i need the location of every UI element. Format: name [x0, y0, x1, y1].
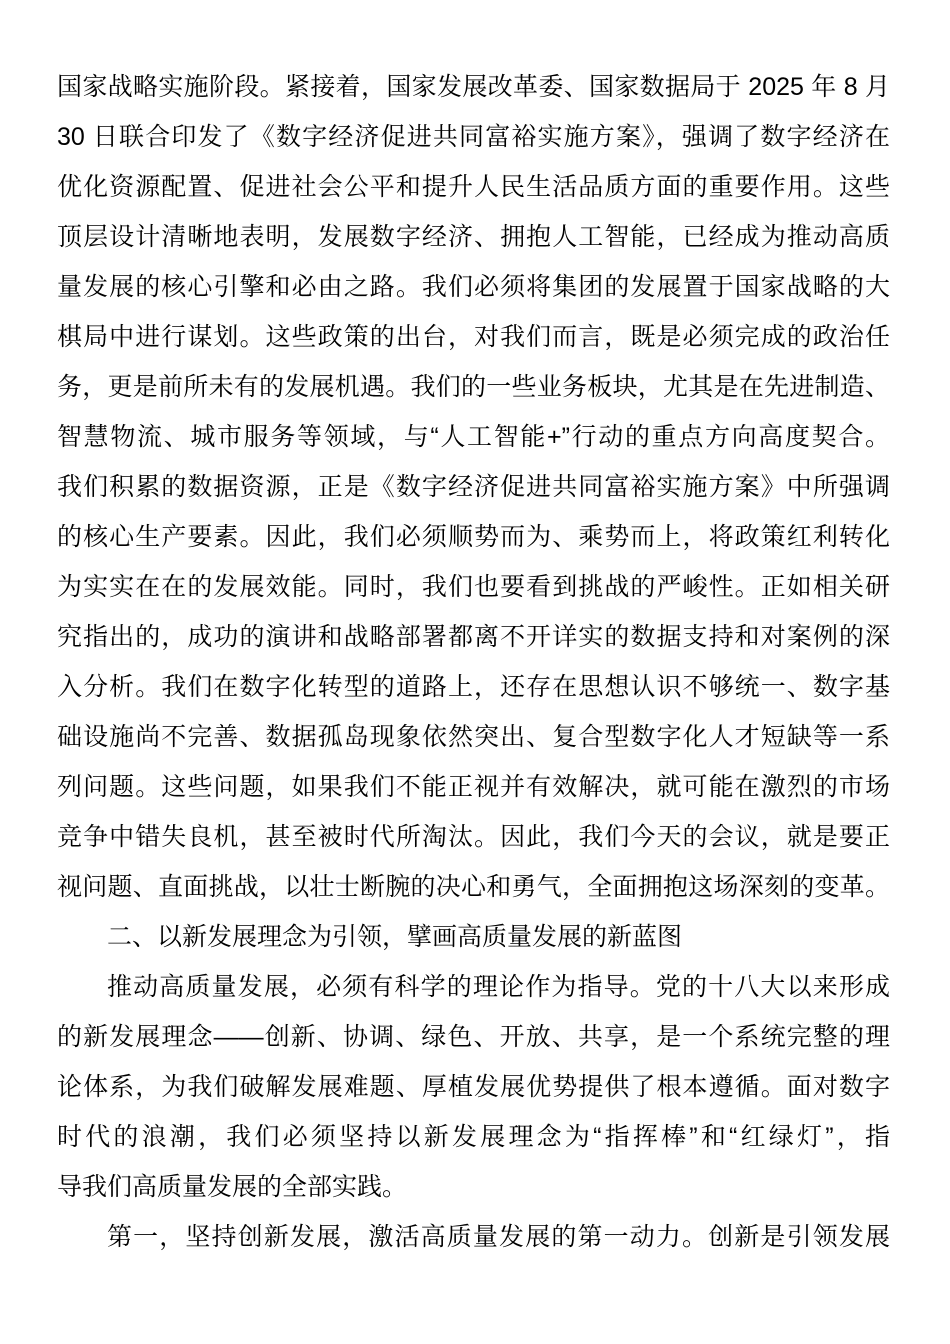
- document-line: 国家战略实施阶段。紧接着，国家发展改革委、国家数据局于 2025 年 8 月: [57, 73, 890, 101]
- section-heading: 二、以新发展理念为引领，擘画高质量发展的新蓝图: [107, 923, 683, 951]
- document-line: 智慧物流、城市服务等领域，与“人工智能+”行动的重点方向高度契合。: [57, 423, 890, 451]
- document-line: 列问题。这些问题，如果我们不能正视并有效解决，就可能在激烈的市场: [57, 773, 890, 801]
- document-line: 导我们高质量发展的全部实践。: [57, 1173, 408, 1201]
- document-line: 究指出的，成功的演讲和战略部署都离不开详实的数据支持和对案例的深: [57, 623, 890, 651]
- document-line: 推动高质量发展，必须有科学的理论作为指导。党的十八大以来形成: [107, 973, 890, 1001]
- document-line: 视问题、直面挑战，以壮士断腕的决心和勇气，全面拥抱这场深刻的变革。: [57, 873, 890, 901]
- document-line: 为实实在在的发展效能。同时，我们也要看到挑战的严峻性。正如相关研: [57, 573, 890, 601]
- document-line: 我们积累的数据资源，正是《数字经济促进共同富裕实施方案》中所强调: [57, 473, 890, 501]
- document-line: 棋局中进行谋划。这些政策的出台，对我们而言，既是必须完成的政治任: [57, 323, 890, 351]
- document-line: 优化资源配置、促进社会公平和提升人民生活品质方面的重要作用。这些: [57, 173, 890, 201]
- document-line: 论体系，为我们破解发展难题、厚植发展优势提供了根本遵循。面对数字: [57, 1073, 890, 1101]
- document-line: 量发展的核心引擎和必由之路。我们必须将集团的发展置于国家战略的大: [57, 273, 890, 301]
- document-line: 第一，坚持创新发展，激活高质量发展的第一动力。创新是引领发展: [107, 1223, 890, 1251]
- document-line: 的核心生产要素。因此，我们必须顺势而为、乘势而上，将政策红利转化: [57, 523, 890, 551]
- document-line: 顶层设计清晰地表明，发展数字经济、拥抱人工智能，已经成为推动高质: [57, 223, 890, 251]
- document-line: 入分析。我们在数字化转型的道路上，还存在思想认识不够统一、数字基: [57, 673, 890, 701]
- document-line: 30 日联合印发了《数字经济促进共同富裕实施方案》，强调了数字经济在: [57, 123, 890, 151]
- document-line: 的新发展理念——创新、协调、绿色、开放、共享，是一个系统完整的理: [57, 1023, 890, 1051]
- document-line: 础设施尚不完善、数据孤岛现象依然突出、复合型数字化人才短缺等一系: [57, 723, 890, 751]
- document-line: 务，更是前所未有的发展机遇。我们的一些业务板块，尤其是在先进制造、: [57, 373, 890, 401]
- document-line: 竞争中错失良机，甚至被时代所淘汰。因此，我们今天的会议，就是要正: [57, 823, 890, 851]
- document-line: 时代的浪潮，我们必须坚持以新发展理念为“指挥棒”和“红绿灯”，指: [57, 1123, 890, 1151]
